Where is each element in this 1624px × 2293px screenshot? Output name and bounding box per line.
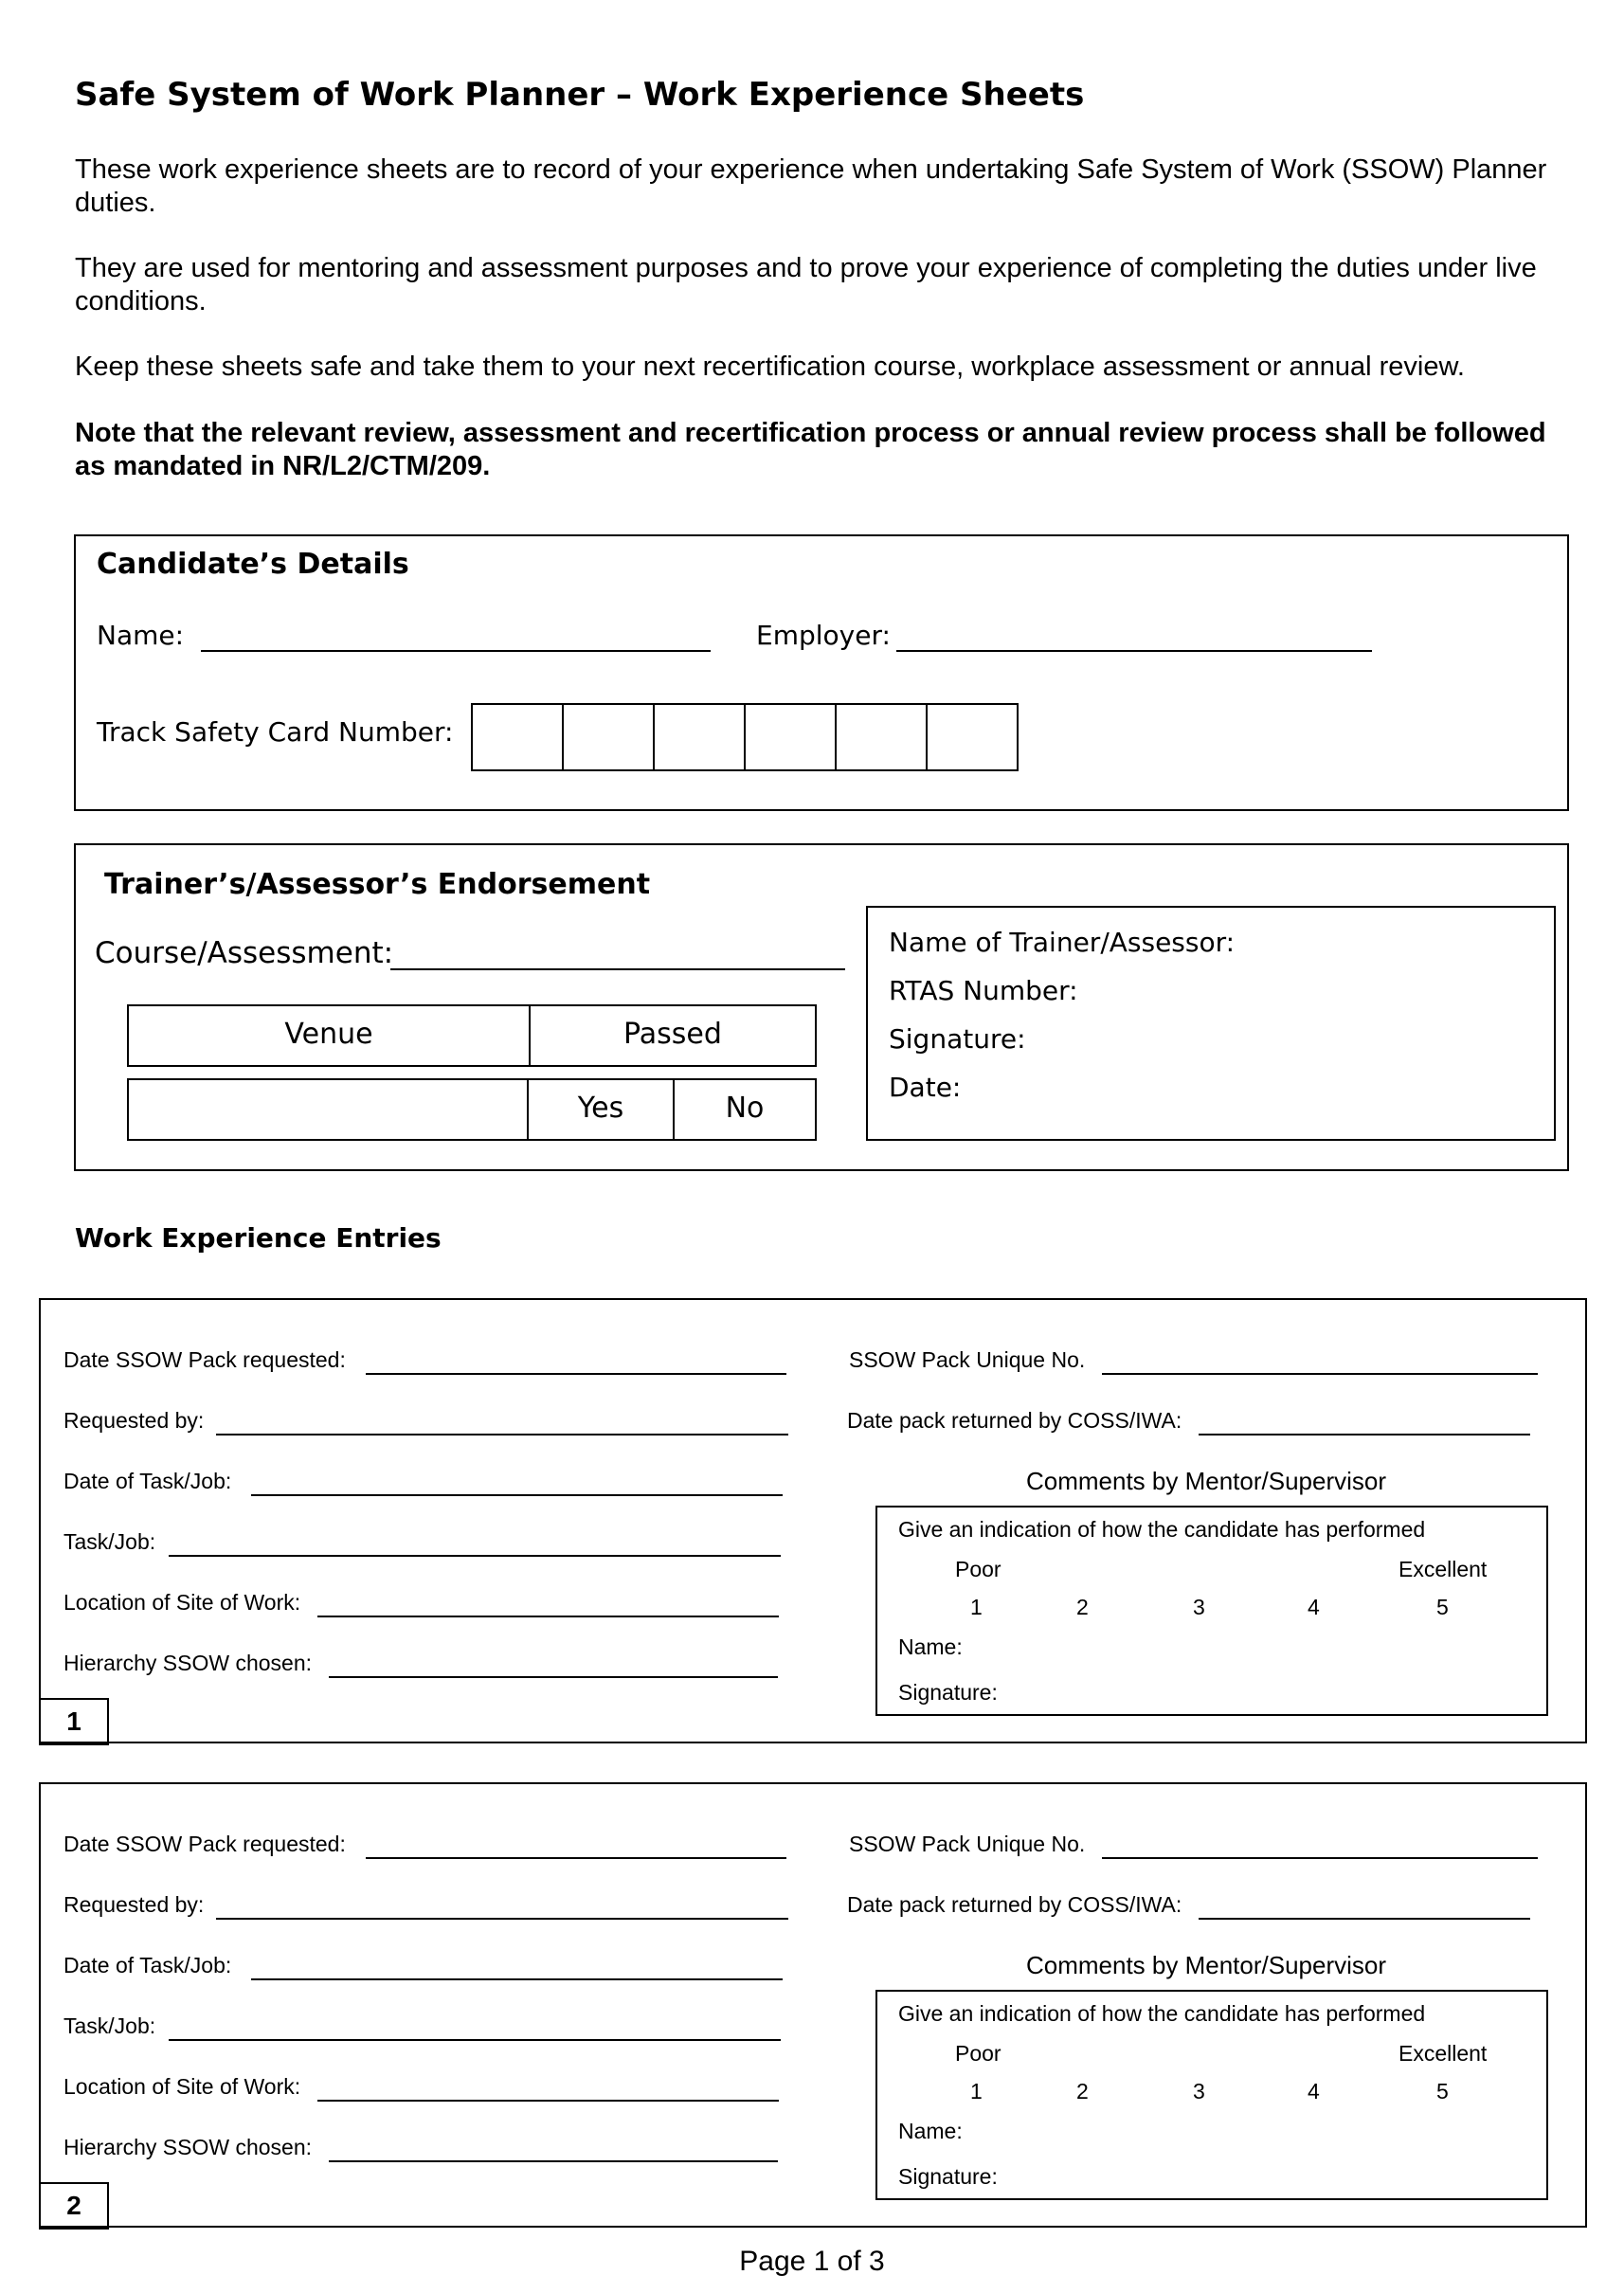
mentor-comments-box [875, 1506, 1548, 1716]
comments-heading: Comments by Mentor/Supervisor [1025, 1467, 1387, 1495]
task-field[interactable] [169, 1555, 781, 1557]
note-paragraph: Note that the relevant review, assessment and recertification process or annual review process shall be followed as mandated in NR/L2/CTM/209. [75, 418, 1546, 481]
task-label: Task/Job: [63, 2013, 156, 2038]
course-assessment-field[interactable] [390, 968, 845, 970]
requested-by-field[interactable] [216, 1434, 788, 1435]
unique-no-field[interactable] [1102, 1373, 1538, 1375]
excellent-label: Excellent [1398, 2041, 1488, 2066]
date-task-field[interactable] [251, 1978, 783, 1980]
location-label: Location of Site of Work: [63, 1590, 301, 1615]
rtas-number-label: RTAS Number: [889, 975, 1078, 1006]
no-label: No [725, 1092, 765, 1125]
rating-2[interactable]: 2 [1076, 2079, 1089, 2103]
requested-by-label: Requested by: [63, 1892, 205, 1917]
excellent-label: Excellent [1398, 1557, 1488, 1581]
card-digit-box-6[interactable] [926, 703, 1019, 771]
date-task-label: Date of Task/Job: [63, 1953, 232, 1977]
date-requested-field[interactable] [366, 1857, 786, 1859]
rating-4[interactable]: 4 [1308, 2079, 1320, 2103]
mentor-name-label: Name: [898, 1634, 963, 1659]
unique-no-label: SSOW Pack Unique No. [849, 1347, 1086, 1372]
rating-4[interactable]: 4 [1308, 1595, 1320, 1619]
comments-heading: Comments by Mentor/Supervisor [1025, 1951, 1387, 1979]
passed-no-cell[interactable] [673, 1078, 817, 1141]
location-label: Location of Site of Work: [63, 2074, 301, 2099]
date-task-field[interactable] [251, 1494, 783, 1496]
rating-1[interactable]: 1 [970, 2079, 983, 2103]
date-returned-label: Date pack returned by COSS/IWA: [847, 1892, 1182, 1917]
date-requested-label: Date SSOW Pack requested: [63, 1832, 346, 1856]
date-task-label: Date of Task/Job: [63, 1469, 232, 1493]
trainer-name-label: Name of Trainer/Assessor: [889, 927, 1236, 958]
requested-by-field[interactable] [216, 1918, 788, 1920]
rating-5[interactable]: 5 [1436, 1595, 1449, 1619]
requested-by-label: Requested by: [63, 1408, 205, 1433]
rating-3[interactable]: 3 [1193, 1595, 1205, 1619]
name-label: Name: [97, 620, 185, 651]
employer-label: Employer: [756, 620, 891, 651]
hierarchy-field[interactable] [329, 2160, 778, 2162]
date-returned-label: Date pack returned by COSS/IWA: [847, 1408, 1182, 1433]
task-label: Task/Job: [63, 1529, 156, 1554]
venue-header-cell [127, 1004, 531, 1067]
mentor-comments-box [875, 1990, 1548, 2200]
candidate-details-box [74, 534, 1569, 811]
hierarchy-label: Hierarchy SSOW chosen: [63, 2135, 313, 2159]
unique-no-label: SSOW Pack Unique No. [849, 1832, 1086, 1856]
page-number: Page 1 of 3 [739, 2246, 885, 2277]
card-digit-box-2[interactable] [562, 703, 655, 771]
rating-3[interactable]: 3 [1193, 2079, 1205, 2103]
hierarchy-field[interactable] [329, 1676, 778, 1678]
location-field[interactable] [317, 2100, 779, 2102]
venue-header: Venue [284, 1018, 373, 1051]
entry-number: 1 [39, 1698, 109, 1745]
hierarchy-label: Hierarchy SSOW chosen: [63, 1651, 313, 1675]
date-requested-field[interactable] [366, 1373, 786, 1375]
endorsement-box [74, 843, 1569, 1171]
card-digit-box-4[interactable] [744, 703, 837, 771]
assessor-signature-label: Signature: [889, 1023, 1026, 1055]
candidate-details-heading: Candidate’s Details [97, 548, 409, 581]
page-title: Safe System of Work Planner – Work Experience Sheets [75, 76, 1085, 114]
date-returned-field[interactable] [1199, 1434, 1530, 1435]
poor-label: Poor [955, 2041, 1001, 2066]
indication-text: Give an indication of how the candidate has performed [898, 2001, 1426, 2026]
entry-number: 2 [39, 2182, 109, 2230]
date-requested-label: Date SSOW Pack requested: [63, 1347, 346, 1372]
passed-yes-cell[interactable] [527, 1078, 675, 1141]
work-experience-heading: Work Experience Entries [75, 1222, 442, 1254]
employer-field[interactable] [896, 650, 1372, 652]
passed-header: Passed [623, 1018, 722, 1051]
venue-input-cell[interactable] [127, 1078, 529, 1141]
mentor-signature-label: Signature: [898, 2164, 998, 2189]
intro-paragraph-1: These work experience sheets are to record of your experience when undertaking Safe System of Work (SSOW) Planner duties. [75, 154, 1547, 218]
card-digit-box-3[interactable] [653, 703, 746, 771]
rating-2[interactable]: 2 [1076, 1595, 1089, 1619]
assessor-details-box [866, 906, 1556, 1141]
mentor-name-label: Name: [898, 2119, 963, 2143]
yes-label: Yes [577, 1092, 624, 1125]
work-experience-entry [39, 1298, 1587, 1743]
location-field[interactable] [317, 1616, 779, 1617]
mentor-signature-label: Signature: [898, 1680, 998, 1705]
unique-no-field[interactable] [1102, 1857, 1538, 1859]
indication-text: Give an indication of how the candidate has performed [898, 1517, 1426, 1542]
track-safety-card-label: Track Safety Card Number: [97, 716, 454, 748]
work-experience-entry [39, 1782, 1587, 2228]
rating-5[interactable]: 5 [1436, 2079, 1449, 2103]
course-assessment-label: Course/Assessment: [95, 936, 394, 970]
rating-1[interactable]: 1 [970, 1595, 983, 1619]
intro-paragraph-3: Keep these sheets safe and take them to your next recertification course, workplace assessment or annual review. [75, 352, 1465, 382]
task-field[interactable] [169, 2039, 781, 2041]
passed-header-cell [529, 1004, 817, 1067]
assessor-date-label: Date: [889, 1072, 962, 1103]
poor-label: Poor [955, 1557, 1001, 1581]
date-returned-field[interactable] [1199, 1918, 1530, 1920]
intro-paragraph-2: They are used for mentoring and assessment purposes and to prove your experience of completing the duties under live conditions. [75, 253, 1537, 316]
card-digit-box-5[interactable] [835, 703, 928, 771]
card-digit-box-1[interactable] [471, 703, 564, 771]
name-field[interactable] [201, 650, 711, 652]
endorsement-heading: Trainer’s/Assessor’s Endorsement [104, 868, 651, 901]
